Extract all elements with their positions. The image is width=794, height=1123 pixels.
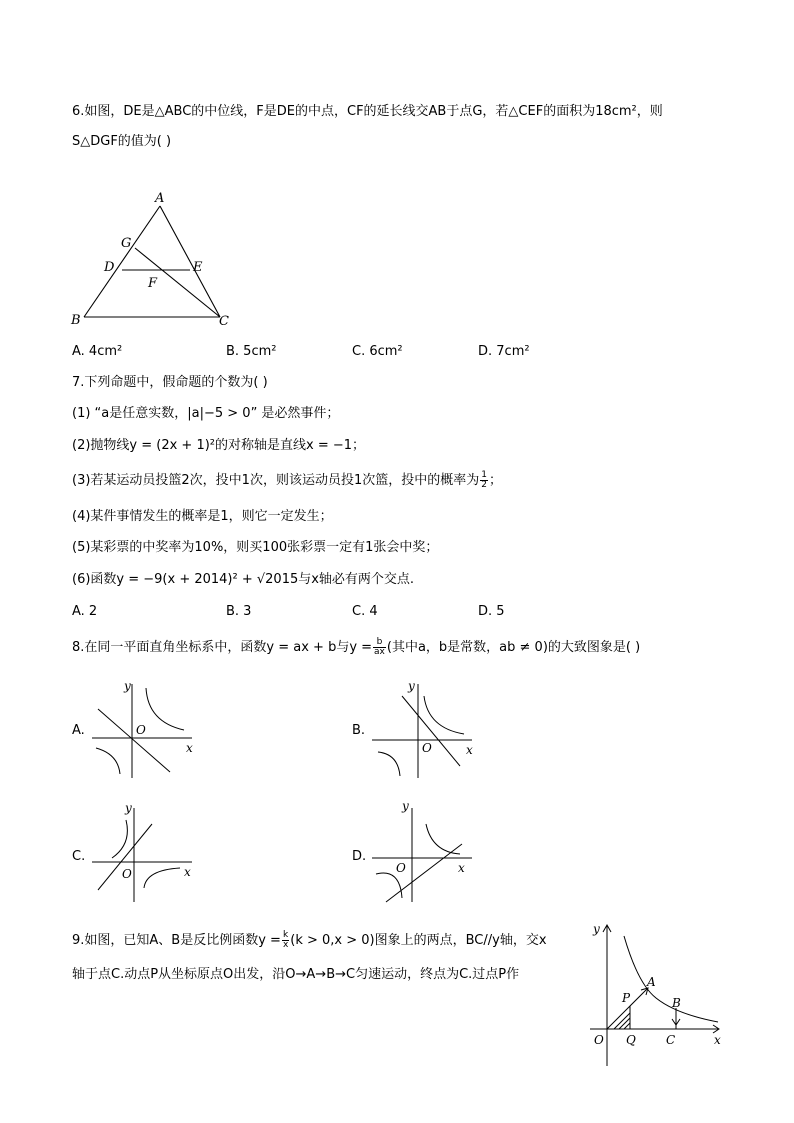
q6-label-F: F <box>148 276 158 291</box>
q9-label-y: y <box>593 922 600 936</box>
q8-stem: 8.在同一平面直角坐标系中，函数y = ax + b与y = $\frac{b}{ax}$ (其中a，b是常数，ab ≠ 0)的大致图象是( ) <box>72 637 641 657</box>
q9-inverse-function-figure <box>586 918 728 1070</box>
q8-option-c-label: C. <box>72 849 86 864</box>
q6-option-c: C. 6cm² <box>352 344 403 359</box>
q7-option-b: B. 3 <box>226 604 252 619</box>
q8-c-y-label: y <box>125 801 132 815</box>
q6-stem-line1: 6.如图，DE是△ABC的中位线，F是DE的中点，CF的延长线交AB于点G，若△CEF的面积为18cm²，则 <box>72 104 663 119</box>
q7-stem: 7.下列命题中，假命题的个数为( ) <box>72 375 268 390</box>
q6-triangle-figure <box>60 190 240 335</box>
q7-option-d: D. 5 <box>478 604 505 619</box>
q8-a-y-label: y <box>124 679 131 693</box>
q9-label-O: O <box>594 1033 604 1047</box>
q6-label-D: D <box>104 260 115 275</box>
q7-option-c: C. 4 <box>352 604 378 619</box>
q6-stem-line2: S△DGF的值为( ) <box>72 134 172 149</box>
q9-stem-line1: 9.如图，已知A、B是反比例函数y = $\frac{k}{x}$ (k > 0,x > 0)图象上的两点，BC//y轴，交x <box>72 930 547 950</box>
q8-a-origin-label: O <box>136 723 146 737</box>
q8-a-x-label: x <box>186 741 193 755</box>
q6-option-d: D. 7cm² <box>478 344 530 359</box>
q6-label-C: C <box>219 314 229 329</box>
q9-label-B: B <box>672 996 681 1010</box>
q9-label-Q: Q <box>626 1033 636 1047</box>
q7-item-1: (1) “a是任意实数，|a|−5 > 0” 是必然事件； <box>72 406 340 421</box>
q6-label-A: A <box>155 191 165 206</box>
q7-item-3-fraction: $\frac{1}{2}$ <box>481 470 487 490</box>
q6-option-b: B. 5cm² <box>226 344 277 359</box>
q7-item-3: (3)若某运动员投篮2次，投中1次，则该运动员投1次篮，投中的概率为 $\frac{1}{2}$ ； <box>72 470 502 490</box>
q7-item-4: (4)某件事情发生的概率是1，则它一定发生； <box>72 509 333 524</box>
q9-label-x: x <box>714 1033 721 1047</box>
q8-d-x-label: x <box>458 861 465 875</box>
q9-stem-line2: 轴于点C.动点P从坐标原点O出发，沿O→A→B→C匀速运动，终点为C.过点P作 <box>72 967 520 982</box>
q7-item-6: (6)函数y = −9(x + 2014)² + √2015与x轴必有两个交点. <box>72 572 415 587</box>
q8-option-a-label: A. <box>72 723 85 738</box>
q9-fraction: $\frac{k}{x}$ <box>282 930 289 950</box>
q7-item-5: (5)某彩票的中奖率为10%，则买100张彩票一定有1张会中奖； <box>72 540 439 555</box>
q8-c-x-label: x <box>184 865 191 879</box>
q8-b-x-label: x <box>466 743 473 757</box>
q8-b-origin-label: O <box>422 741 432 755</box>
q8-graph-c <box>88 798 198 908</box>
q6-label-B: B <box>71 313 81 328</box>
q7-item-2: (2)抛物线y = (2x + 1)²的对称轴是直线x = −1； <box>72 438 366 453</box>
q8-graph-d <box>368 798 478 908</box>
q6-label-G: G <box>121 236 132 251</box>
q8-graph-a <box>88 674 198 784</box>
q7-item-3-text: (3)若某运动员投篮2次，投中1次，则该运动员投1次篮，投中的概率为 <box>72 473 480 488</box>
q9-label-C: C <box>666 1033 676 1047</box>
q8-option-b-label: B. <box>352 723 366 738</box>
q8-fraction: $\frac{b}{ax}$ <box>374 637 385 657</box>
q7-option-a: A. 2 <box>72 604 98 619</box>
q9-label-P: P <box>622 991 631 1005</box>
q8-d-origin-label: O <box>396 861 406 875</box>
q6-label-E: E <box>193 260 203 275</box>
q8-b-y-label: y <box>408 679 415 693</box>
q8-c-origin-label: O <box>122 867 132 881</box>
q8-d-y-label: y <box>402 799 409 813</box>
q8-option-d-label: D. <box>352 849 367 864</box>
q6-option-a: A. 4cm² <box>72 344 123 359</box>
q8-graph-b <box>368 674 478 784</box>
q9-label-A: A <box>647 975 656 989</box>
